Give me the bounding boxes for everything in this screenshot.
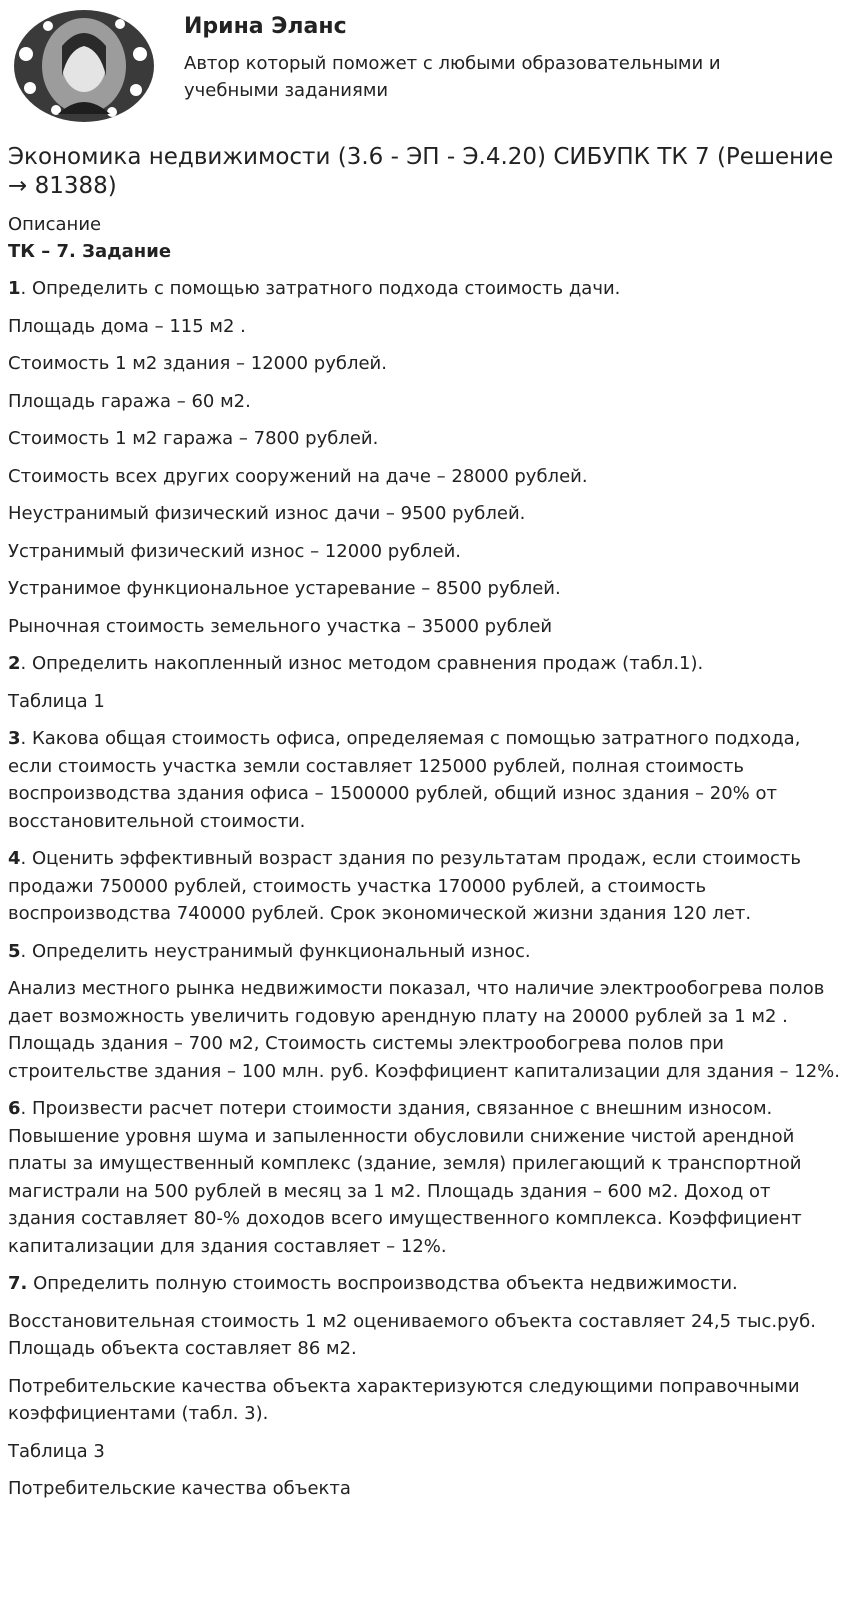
task-number: 7. [8,1273,28,1294]
paragraph-text: . Оценить эффективный возраст здания по результатам продаж, если стоимость продажи 750000 рублей, стоимость участка 170000 рублей, а стоимость воспроизводства 740000 рублей. Срок экономической жизни здания 120 лет. [8,848,801,924]
task-heading: ТК – 7. Задание [8,241,172,262]
task-number: 2 [8,653,21,674]
task-number: 5 [8,940,21,962]
task-number: 3 [8,728,21,749]
paragraph-text: Площадь дома – 115 м2 . [8,315,246,337]
paragraph [8,1270,843,1298]
author-avatar[interactable] [8,6,160,126]
paragraph [8,613,843,641]
paragraph [8,845,843,928]
paragraph [8,650,843,678]
paragraph-text: Стоимость 1 м2 здания – 12000 рублей. [8,353,387,374]
paragraph-text: Потребительские качества объекта [8,1478,351,1499]
paragraph-text: . Произвести расчет потери стоимости здания, связанное с внешним износом. Повышение уровня шума и запыленности обусловили снижение чистой арендной платы за имущественный комплекс (здание, земля) прилегающий к транспортной магистрали на 500 рублей в месяц за 1 м2. Площадь здания – 600 м2. Доход от здания составляет 80-% доходов всего имущественного комплекса. Коэффициент капитализации для здания составляет – 12%. [8,1098,802,1257]
paragraph-text: Таблица 1 [8,690,105,712]
paragraph [8,975,843,1085]
paragraph [8,275,843,303]
author-description: Автор который поможет с любыми образовательными и учебными заданиями [184,53,721,101]
paragraph-text: Неустранимый физический износ дачи – 9500 рублей. [8,503,526,524]
document-title: Экономика недвижимости (3.6 - ЭП - Э.4.20) СИБУПК ТК 7 (Решение → 81388) [8,144,834,199]
paragraph-text: Устранимый физический износ – 12000 рублей. [8,540,461,562]
paragraph-text: Восстановительная стоимость 1 м2 оцениваемого объекта составляет 24,5 тыс.руб. Площадь объекта составляет 86 м2. [8,1310,816,1359]
paragraph [8,1095,843,1260]
paragraph [8,463,843,491]
document-content [8,143,843,1513]
paragraph-text: . Какова общая стоимость офиса, определяемая с помощью затратного подхода, если стоимость участка земли составляет 125000 рублей, полная стоимость воспроизводства здания офиса – 1500000 рублей, общий износ здания – 20% от восстановительной стоимости. [8,728,801,832]
paragraph [8,1438,843,1466]
paragraph-text: Площадь гаража – 60 м2. [8,390,251,412]
paragraph [8,538,843,566]
author-card [8,6,838,126]
paragraph-text: . Определить неустранимый функциональный износ. [20,940,531,962]
paragraph [8,1308,843,1363]
paragraph-text: Стоимость 1 м2 гаража – 7800 рублей. [8,428,379,449]
paragraph-text: Стоимость всех других сооружений на даче – 28000 рублей. [8,465,588,487]
paragraph [8,350,843,378]
paragraph [8,938,843,966]
task-number: 6 [8,1098,21,1119]
task-number: 1 [8,278,21,299]
paragraph [8,425,843,453]
description-label: Описание [8,214,102,235]
paragraph-text: Определить полную стоимость воспроизводства объекта недвижимости. [27,1273,738,1294]
paragraph-text: . Определить накопленный износ методом сравнения продаж (табл.1). [20,653,704,674]
paragraph [8,575,843,603]
paragraph-text: Анализ местного рынка недвижимости показал, что наличие электрообогрева полов дает возможность увеличить годовую арендную плату на 20000 рублей за 1 м2 . Площадь здания – 700 м2, Стоимость системы электрообогрева полов при строительстве здания – 100 млн. руб. Коэффициент капитализации для здания – 12%. [8,978,840,1082]
task-number: 4 [8,848,21,869]
paragraph-text: Устранимое функциональное устаревание – 8500 рублей. [8,578,561,599]
paragraph-text: . Определить с помощью затратного подхода стоимость дачи. [20,278,621,299]
paragraph [8,1373,843,1428]
paragraph [8,500,843,528]
paragraph [8,313,843,341]
paragraph [8,388,843,416]
paragraph [8,1475,843,1503]
paragraph [8,688,843,716]
author-name[interactable]: Ирина Эланс [184,14,347,39]
paragraph-text: Рыночная стоимость земельного участка – 35000 рублей [8,615,553,637]
paragraph-text: Таблица 3 [8,1440,105,1462]
paragraph-text: Потребительские качества объекта характеризуются следующими поправочными коэффициентами (табл. 3). [8,1375,800,1424]
paragraph [8,725,843,835]
